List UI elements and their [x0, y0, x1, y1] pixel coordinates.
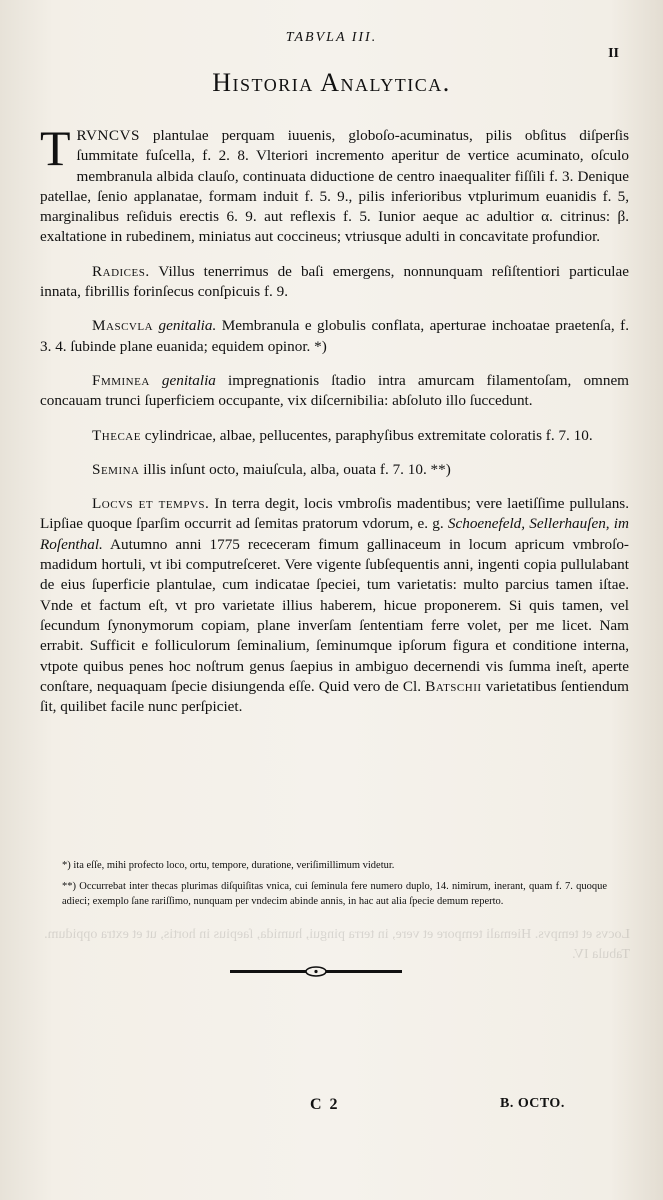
drop-cap: T [40, 120, 71, 176]
truncus-lead: RVNCVS [76, 127, 140, 144]
radices-lead: Radices. [92, 262, 150, 280]
paragraph-radices [40, 262, 629, 303]
mascula-lead: Mascvla [92, 317, 154, 335]
feminea-text: impregnationis ſtadio intra amurcam filamentoſam, omnem concauam trunci ſuperficiem occupante, vix diſcernibilia: abſoluto illo ſuccedunt. [40, 371, 629, 410]
semina-lead: Semina [92, 460, 140, 478]
mascula-lead-italic: genitalia. [153, 317, 217, 335]
page-title: Historia Analytica. [212, 68, 451, 97]
decorative-rule-ornament [230, 966, 402, 978]
truncus-text: plantulae perquam iuuenis, globoſo-acuminatus, pilis obſitus diſperſis ſummitate fuſcella, f. 2. 8. Vlteriori incremento aperitur de vertice acuminato, oſculo membranula albida clauſo, continuata diductione de centro inaequaliter fiſſili f. 3. Denique patellae, ſenio applanatae, formam induit f. 5. 9., pilis inferioribus vtplurimum euanidis f. 5, marginalibus reſiduis erectis 6. 9. aut reflexis f. 5. Iunior aeque ac adultior α. citrinus: β. exaltatione in rubedinem, miniatus aut coccineus; vtriusque adulti in concavitate profundior. [40, 127, 629, 246]
thecae-lead: Thecae [92, 426, 141, 444]
footnotes [62, 858, 607, 915]
locus-text-2: Autumno anni 1775 receceram fimum gallinaceum in locum apricum vmbroſo-madidum hortuli, vt ibi computreſceret. Vere vigente ſubſequentis anni, ingenti copia pullulabant de eius ſuperficie plantulae, cum indicatae ſpeciei, tum varietatis: multo parcius tamen iſtae. Vnde et factum eſt, vt pro varietate illius haberem, hicue proponerem. Si quis tamen, vel ſecundum ſynonymorum copiam, plane inverſam ſententiam ferre volet, per me licet. Nam errabit. Sufficit e folliculorum ſeminalium, ſeminumque ipſorum figura et conditione interna, vtpote quibus penes hoc noſtrum genus ſaepius in ambiguo decernendi vis ſumma ineſt, aperte conſtare, nequaquam ſpecie disiungenda eſſe. Quid vero de Cl. [40, 535, 629, 695]
running-head: TABVLA III. [285, 30, 378, 45]
paragraph-thecae [40, 426, 629, 446]
paragraph-feminea [40, 371, 629, 412]
mascula-text: Membranula e globulis conflata, aperturae inchoatae praetenſa, f. 3. 4. ſubinde plane euanida; equidem opinor. *) [40, 317, 629, 355]
locus-text-3: varietatibus ſentiendum ſit, quilibet facile nunc perſpiciet. [40, 677, 629, 716]
author-name: Batschii [425, 677, 482, 695]
paragraph-mascula [40, 316, 629, 357]
paragraph-locus [40, 494, 629, 717]
locus-lead: Locvs et tempvs. [92, 495, 210, 513]
paragraph-truncus [40, 120, 629, 248]
footnote-1: *) ita eſſe, mihi profecto loco, ortu, tempore, duratione, veriſimillimum videtur. [62, 860, 395, 871]
radices-text: Villus tenerrimus de baſi emergens, nonnunquam reſiſtentiori particulae innata, fibrillis forinſecus conſpicuis f. 9. [40, 262, 629, 301]
main-text [40, 120, 629, 731]
semina-text: illis inſunt octo, maiuſcula, alba, ouata f. 7. 10. **) [139, 460, 451, 478]
feminea-lead: Fmminea [92, 371, 150, 389]
feminea-lead-italic: genitalia [149, 371, 216, 389]
bleed-through-text: Locvs et tempvs. Hiemali tempore et vere, in terra pingui, humida, ſaepius in hortis, ut et extra oppidum. Tabula IV. [44, 927, 630, 962]
thecae-text: cylindricae, albae, pellucentes, paraphyſibus extremitate coloratis f. 7. 10. [140, 426, 593, 444]
page-number: II [608, 46, 619, 61]
signature-mark: C 2 [310, 1096, 340, 1113]
locus-text-1: In terra degit, locis vmbroſis madentibus; vere laetiſſime pullulans. Lipſiae quoque ſparſim occurrit ad ſemitas pratorum vdorum, e. g. [40, 495, 629, 533]
footnote-2: **) Occurrebat inter thecas plurimas diſquiſitas vnica, cui ſeminula fere numero duplo, 14. nimirum, inerant, quam f. 7. quoque adieci; exemplo ſane rariſſimo, nunquam per vndecim abinde annis, in hac aut alia ſpecie demum reperto. [62, 881, 607, 907]
locus-places: Schoenefeld, Sellerhauſen, im Roſenthal. [40, 515, 629, 553]
catchword: B. OCTO. [500, 1096, 565, 1111]
paragraph-semina [40, 460, 629, 480]
